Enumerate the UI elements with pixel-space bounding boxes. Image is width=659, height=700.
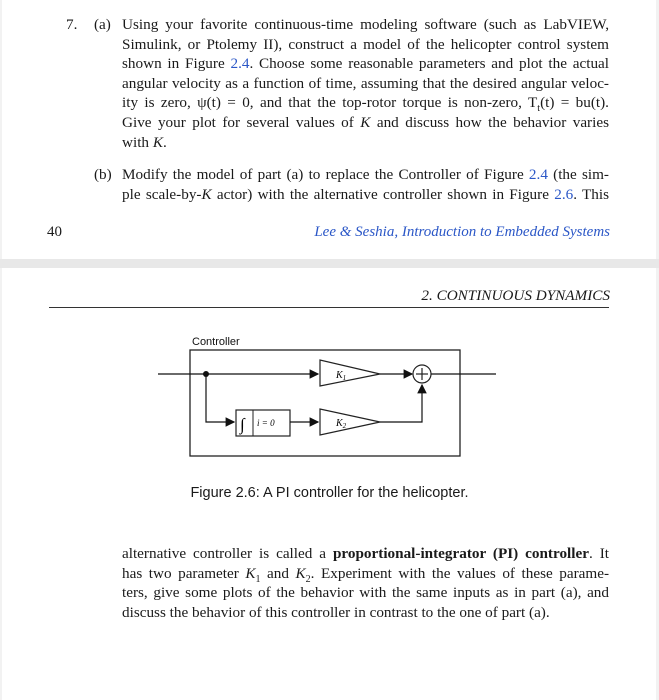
pi-controller-diagram	[150, 330, 510, 465]
chapter-header: 2. CONTINUOUS DYNAMICS	[421, 287, 610, 304]
gain-k2-block	[320, 409, 380, 435]
math-k: K	[201, 185, 212, 203]
figure-ref-link[interactable]: 2.4	[528, 166, 548, 183]
text-run: . This	[573, 185, 609, 203]
gain-k2-symbol: K	[336, 418, 343, 429]
part-a-label: (a)	[94, 16, 111, 33]
text-run: actor) with the alternative controller shown in Figure	[211, 185, 555, 203]
continuation-line	[122, 544, 609, 564]
text-run: ple scale-by-	[122, 185, 202, 203]
subscript: 1	[255, 573, 261, 585]
continuation-text	[122, 544, 609, 622]
figure-caption: Figure 2.6: A PI controller for the helicopter.	[190, 485, 469, 501]
text-run: shown in Figure	[122, 55, 231, 73]
branch-line	[206, 374, 234, 422]
math-k: K	[360, 113, 371, 131]
k2-to-sum	[380, 385, 422, 422]
part-a-line	[122, 54, 609, 74]
part-a-line: Simulink, or Ptolemy II), construct a model of the helicopter control system	[122, 35, 609, 53]
part-b-line	[122, 185, 609, 205]
part-a-line: angular velocity as a function of time, assuming that the desired angular veloc-	[122, 74, 609, 92]
part-a-text	[122, 15, 609, 152]
text-run: (t) = bu(t).	[540, 94, 609, 112]
text-run: and discuss how the behavior varies	[370, 113, 609, 131]
gain-k1-block	[320, 360, 380, 386]
text-run: .	[162, 133, 167, 151]
math-k: K	[152, 133, 163, 151]
text-run: . It	[588, 545, 609, 562]
bold-term: proportional-integrator (PI) controller	[332, 545, 589, 562]
math-k: K	[295, 564, 306, 582]
text-run: Modify the model of part (a) to replace the Controller of Figure	[122, 166, 529, 183]
math-k: K	[245, 564, 256, 582]
continuation-line: discuss the behavior of this controller in contrast to the one of part (a).	[122, 603, 550, 621]
integrator-init: i = 0	[257, 418, 275, 428]
text-run: . Choose some reasonable parameters and plot the actual	[249, 55, 610, 73]
part-a-line: Using your favorite continuous-time modeling software (such as LabVIEW,	[122, 16, 609, 33]
continuation-line: ters, give some plots of the behavior with the same inputs as in part (a), and	[122, 584, 609, 602]
exercise-number: 7.	[66, 16, 78, 33]
text-run: alternative controller is called a	[122, 545, 333, 562]
subscript: t	[537, 103, 541, 115]
text-run: has two parameter	[122, 564, 246, 582]
figure-ref-link[interactable]: 2.4	[230, 55, 250, 73]
page-gap	[0, 259, 659, 268]
part-b-line	[122, 165, 609, 185]
subscript: 2	[305, 573, 311, 585]
page-number: 40	[47, 224, 62, 240]
running-footer: Lee & Seshia, Introduction to Embedded Systems	[314, 224, 610, 240]
part-a-line	[122, 93, 609, 113]
gain-k1-symbol: K	[336, 370, 343, 381]
text-run: ity is zero, ψ(t) = 0, and that the top-rotor torque is non-zero, T	[122, 94, 538, 112]
integral-symbol: ∫	[240, 415, 245, 434]
diagram-svg	[150, 330, 510, 465]
text-run: and	[260, 564, 296, 582]
part-b-label: (b)	[94, 166, 112, 183]
text-run: (the sim-	[547, 166, 609, 183]
part-a-line	[122, 133, 609, 153]
header-rule	[49, 307, 609, 308]
text-run: . Experiment with the values of these parame-	[310, 564, 609, 582]
gain-k1-subscript: 1	[342, 374, 347, 382]
controller-label: Controller	[192, 336, 240, 348]
figure-ref-link[interactable]: 2.6	[554, 185, 574, 203]
gain-k2-subscript: 2	[342, 422, 347, 430]
text-run: with	[122, 133, 153, 151]
continuation-line	[122, 564, 609, 584]
part-a-line	[122, 113, 609, 133]
text-run: Give your plot for several values of	[122, 113, 361, 131]
part-b-text	[122, 165, 609, 204]
